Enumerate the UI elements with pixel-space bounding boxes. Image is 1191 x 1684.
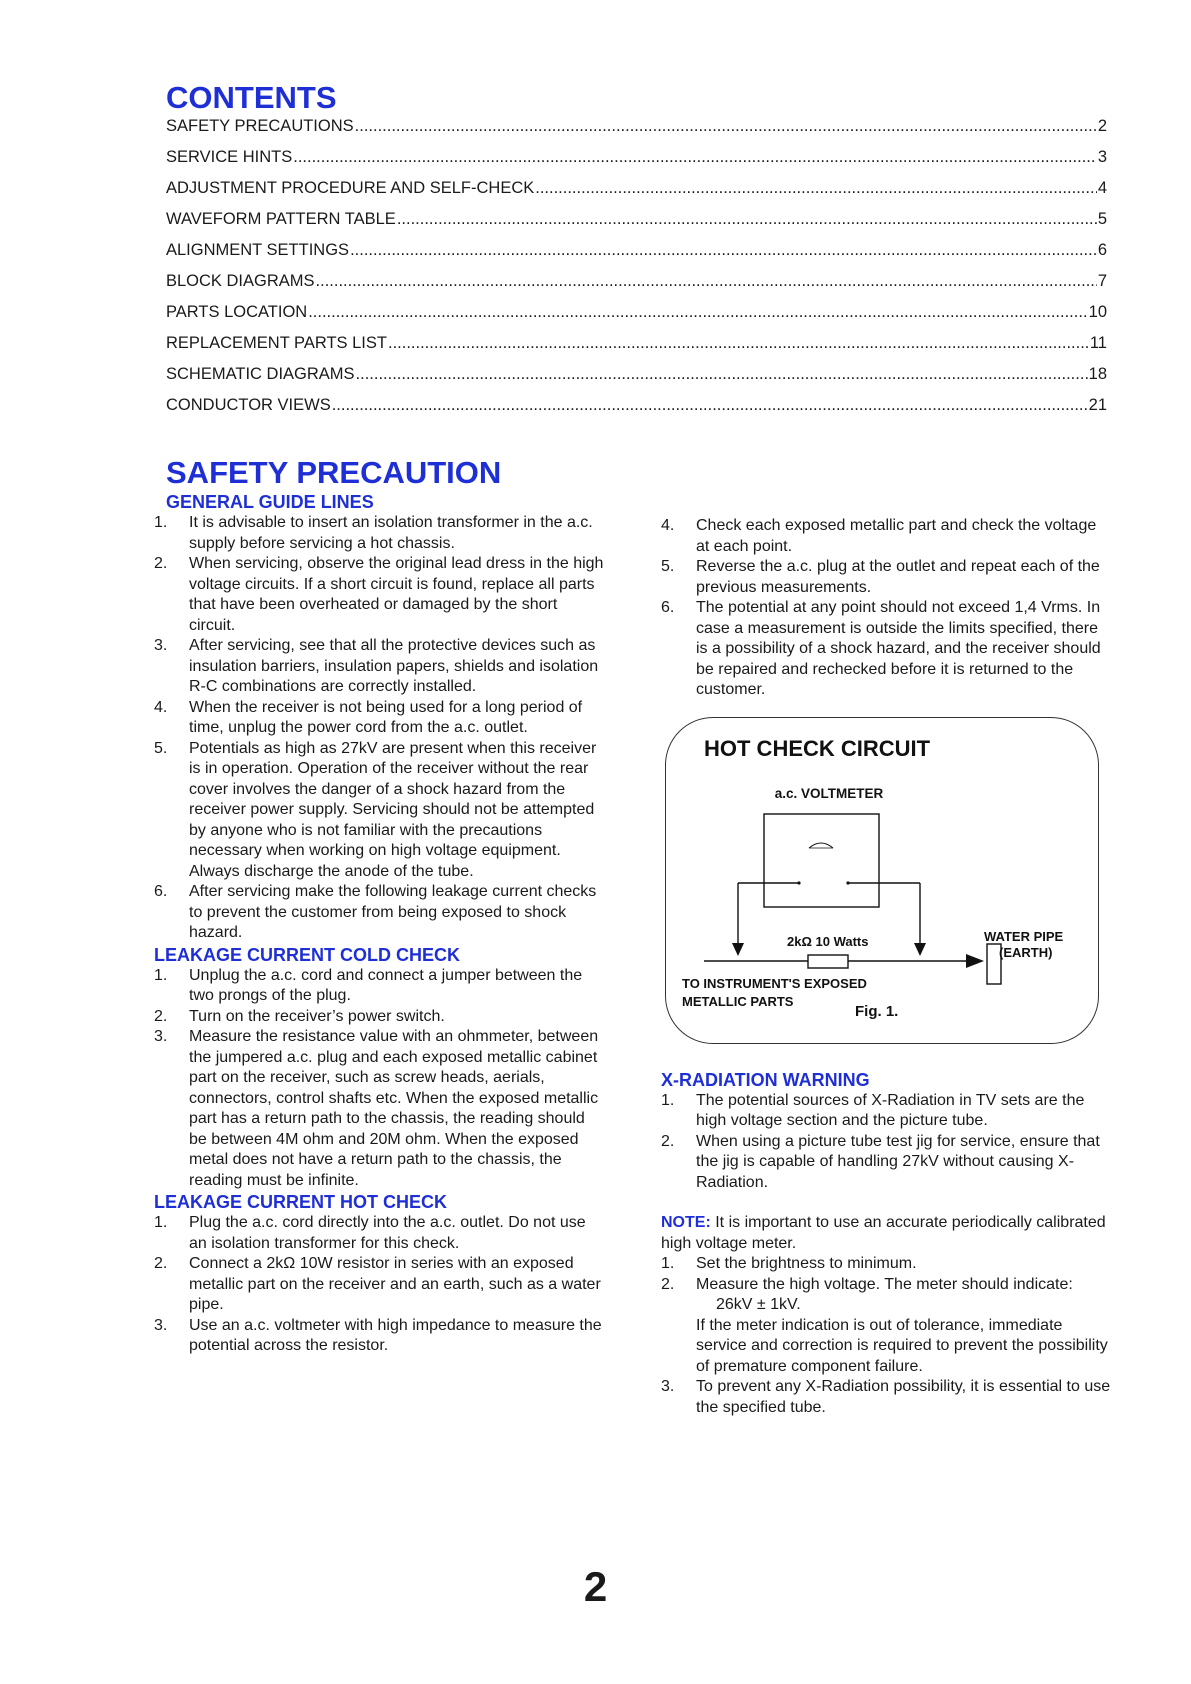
toc-entry-label: SAFETY PRECAUTIONS (166, 117, 354, 135)
page-number: 2 (583, 1563, 608, 1610)
item-text: It is advisable to insert an isolation transformer in the a.c. supply before servicing a hot chassis. (189, 514, 593, 552)
item-text: Unplug the a.c. cord and connect a jumper between the two prongs of the plug. (189, 966, 583, 1004)
list-item (661, 1132, 1111, 1194)
toc-entry[interactable] (166, 365, 1107, 396)
figure-title: HOT CHECK CIRCUIT (704, 736, 931, 761)
item-number: 2. (154, 1007, 168, 1025)
toc-leader (316, 272, 1097, 291)
item-text: When using a picture tube test jig for service, ensure that the jig is capable of handling 27kV without causing X-Radiation. (696, 1132, 1100, 1191)
item-text: Measure the resistance value with an ohmmeter, between the jumpered a.c. plug and each exposed metallic cabinet part on the receiver, such as screw heads, aerials, connectors, control shafts etc. When the exposed metallic part has a return path to the chassis, the reading should be between 4M ohm and 20M ohm. When the exposed metal does not have a return path to the chassis, the reading must be infinite. (189, 1028, 599, 1189)
list-item (154, 636, 604, 698)
item-text: Set the brightness to minimum. (696, 1255, 917, 1272)
toc-leader (308, 303, 1087, 322)
list-item (154, 1213, 604, 1254)
toc-entry[interactable] (166, 334, 1107, 365)
item-text: Reverse the a.c. plug at the outlet and repeat each of the previous measurements. (696, 558, 1100, 596)
list-item (154, 513, 604, 554)
table-of-contents (166, 117, 1107, 427)
toc-entry[interactable] (166, 148, 1107, 179)
toc-entry-label: BLOCK DIAGRAMS (166, 272, 315, 290)
toc-entry-label: PARTS LOCATION (166, 303, 308, 321)
toc-entry[interactable] (166, 241, 1107, 272)
toc-leader (397, 210, 1097, 229)
item-number: 2. (661, 1275, 675, 1293)
xray-list (661, 1091, 1111, 1194)
item-number: 2. (154, 1255, 168, 1272)
cold-check-list (154, 966, 604, 1192)
hot-check-heading: LEAKAGE CURRENT HOT CHECK (154, 1192, 448, 1212)
circuit-diagram (666, 718, 1098, 1043)
item-number: 3. (154, 637, 168, 654)
list-item (661, 598, 1111, 701)
toc-entry[interactable] (166, 117, 1107, 148)
toc-entry-page: 6 (1097, 241, 1107, 259)
hot-check-list (154, 1213, 604, 1357)
note-label: NOTE: (661, 1214, 711, 1231)
meter-followup: If the meter indication is out of tolerance, immediate service and correction is required to prevent the possibility of premature component failure. (696, 1316, 1108, 1375)
item-number: 3. (661, 1378, 675, 1395)
item-text: The potential at any point should not exceed 1,4 Vrms. In case a measurement is outside the limits specified, there is a possibility of a shock hazard, and the receiver should be repaired and rechecked before it is returned to the customer. (696, 599, 1101, 698)
item-number: 4. (154, 698, 168, 716)
list-item (661, 1091, 1111, 1132)
item-number: 5. (661, 558, 675, 575)
meter-value: 26kV ± 1kV. (716, 1296, 801, 1313)
item-text: The potential sources of X-Radiation in TV sets are the high voltage section and the picture tube. (696, 1091, 1085, 1129)
instrument-label-line2: METALLIC PARTS (682, 994, 794, 1009)
item-text: When servicing, observe the original lead dress in the high voltage circuits. If a short circuit is found, replace all parts that have been overheated or damaged by the short circuit. (189, 555, 604, 634)
toc-entry[interactable] (166, 272, 1107, 303)
item-text: After servicing make the following leakage current checks to prevent the customer from being exposed to shock hazard. (189, 883, 597, 941)
list-item (661, 516, 1111, 557)
hot-check-list-continued (661, 516, 1111, 701)
toc-entry[interactable] (166, 210, 1107, 241)
toc-leader (350, 241, 1097, 260)
left-column (154, 491, 604, 1357)
item-text: After servicing, see that all the protective devices such as insulation barriers, insulation papers, shields and isolation R-C combinations are correctly installed. (189, 637, 599, 695)
list-item (154, 1007, 604, 1028)
instrument-label-line1: TO INSTRUMENT'S EXPOSED (682, 976, 867, 991)
resistor-symbol (808, 955, 848, 968)
terminal-left (797, 881, 800, 884)
earth-label: (EARTH) (999, 945, 1053, 960)
list-item (154, 1316, 604, 1357)
toc-entry-label: WAVEFORM PATTERN TABLE (166, 210, 396, 228)
list-item (661, 557, 1111, 598)
list-item (154, 554, 604, 636)
list-item (661, 1254, 1111, 1275)
item-text: Connect a 2kΩ 10W resistor in series with an exposed metallic part on the receiver and an earth, such as a water pipe. (189, 1255, 601, 1313)
arrow-right (914, 943, 926, 956)
toc-leader (535, 179, 1097, 198)
item-text: Use an a.c. voltmeter with high impedance to measure the potential across the resistor. (189, 1316, 602, 1354)
toc-entry[interactable] (166, 396, 1107, 427)
item-number: 4. (661, 517, 675, 534)
item-text: Turn on the receiver’s power switch. (189, 1007, 445, 1025)
note-text: It is important to use an accurate periodically calibrated high voltage meter. (661, 1214, 1106, 1252)
meter-dial-icon (809, 843, 833, 848)
list-item (154, 1027, 604, 1191)
item-number: 1. (154, 966, 168, 984)
item-number: 1. (661, 1255, 675, 1272)
toc-entry-page: 18 (1088, 365, 1107, 383)
voltmeter-box (764, 814, 879, 907)
item-number: 6. (154, 883, 168, 900)
voltmeter-label: a.c. VOLTMETER (774, 786, 884, 801)
list-item (154, 882, 604, 944)
general-guidelines-list (154, 513, 604, 944)
toc-leader (388, 334, 1089, 353)
item-text: Check each exposed metallic part and check the voltage at each point. (696, 517, 1097, 555)
toc-entry[interactable] (166, 179, 1107, 210)
figure-caption: Fig. 1. (855, 1003, 899, 1020)
toc-entry-label: SCHEMATIC DIAGRAMS (166, 365, 355, 383)
note-list (661, 1254, 1111, 1418)
item-number: 6. (661, 599, 675, 616)
xray-warning-heading: X-RADIATION WARNING (661, 1069, 870, 1090)
item-number: 2. (661, 1132, 675, 1150)
list-item (661, 1275, 1111, 1378)
terminal-right (846, 881, 849, 884)
toc-entry-page: 7 (1097, 272, 1107, 290)
list-item (661, 1377, 1111, 1418)
toc-entry-label: REPLACEMENT PARTS LIST (166, 334, 387, 352)
arrow-left (732, 943, 744, 956)
item-number: 3. (154, 1316, 168, 1334)
item-number: 5. (154, 739, 168, 757)
toc-entry-label: SERVICE HINTS (166, 148, 293, 166)
contents-title: CONTENTS (166, 80, 337, 115)
toc-leader (356, 365, 1088, 384)
resistor-label: 2kΩ 10 Watts (787, 934, 869, 949)
toc-entry-page: 3 (1097, 148, 1107, 166)
water-pipe-label: WATER PIPE (984, 929, 1064, 944)
toc-entry-page: 5 (1097, 210, 1107, 228)
toc-entry-page: 11 (1089, 334, 1107, 352)
toc-entry-label: ALIGNMENT SETTINGS (166, 241, 350, 259)
item-text: Potentials as high as 27kV are present when this receiver is in operation. Operation of the receiver without the rear cover involves the danger of a shock hazard from the receiver power supply. Servicing should not be attempted by anyone who is not familiar with the precautions necessary when working on high voltage equipment. Always discharge the anode of the tube. (189, 739, 597, 880)
item-text: Plug the a.c. cord directly into the a.c. outlet. Do not use an isolation transformer for this check. (189, 1214, 586, 1252)
item-number: 1. (154, 1214, 168, 1231)
toc-entry[interactable] (166, 303, 1107, 334)
list-item (154, 1254, 604, 1316)
list-item (154, 739, 604, 883)
item-text: Measure the high voltage. The meter should indicate: (696, 1275, 1073, 1293)
item-number: 1. (661, 1091, 675, 1109)
arrow-to-earth (966, 954, 984, 968)
list-item (154, 966, 604, 1007)
general-guidelines-heading: GENERAL GUIDE LINES (166, 492, 374, 512)
item-text: To prevent any X-Radiation possibility, it is essential to use the specified tube. (696, 1378, 1111, 1416)
note (661, 1213, 1111, 1254)
list-item (154, 698, 604, 739)
item-number: 1. (154, 514, 168, 531)
toc-entry-page: 10 (1088, 303, 1107, 321)
toc-leader (332, 396, 1088, 415)
toc-entry-label: ADJUSTMENT PROCEDURE AND SELF-CHECK (166, 179, 535, 197)
item-number: 3. (154, 1028, 168, 1045)
cold-check-heading: LEAKAGE CURRENT COLD CHECK (154, 944, 460, 965)
item-text: When the receiver is not being used for a long period of time, unplug the power cord from the a.c. outlet. (189, 698, 583, 736)
toc-entry-page: 4 (1097, 179, 1107, 197)
toc-leader (355, 117, 1097, 136)
toc-entry-page: 21 (1088, 396, 1107, 414)
toc-entry-label: CONDUCTOR VIEWS (166, 396, 331, 414)
toc-entry-page: 2 (1097, 117, 1107, 135)
hot-check-circuit-figure (665, 717, 1099, 1044)
toc-leader (293, 148, 1097, 167)
safety-title: SAFETY PRECAUTION (166, 455, 502, 490)
item-number: 2. (154, 555, 168, 572)
